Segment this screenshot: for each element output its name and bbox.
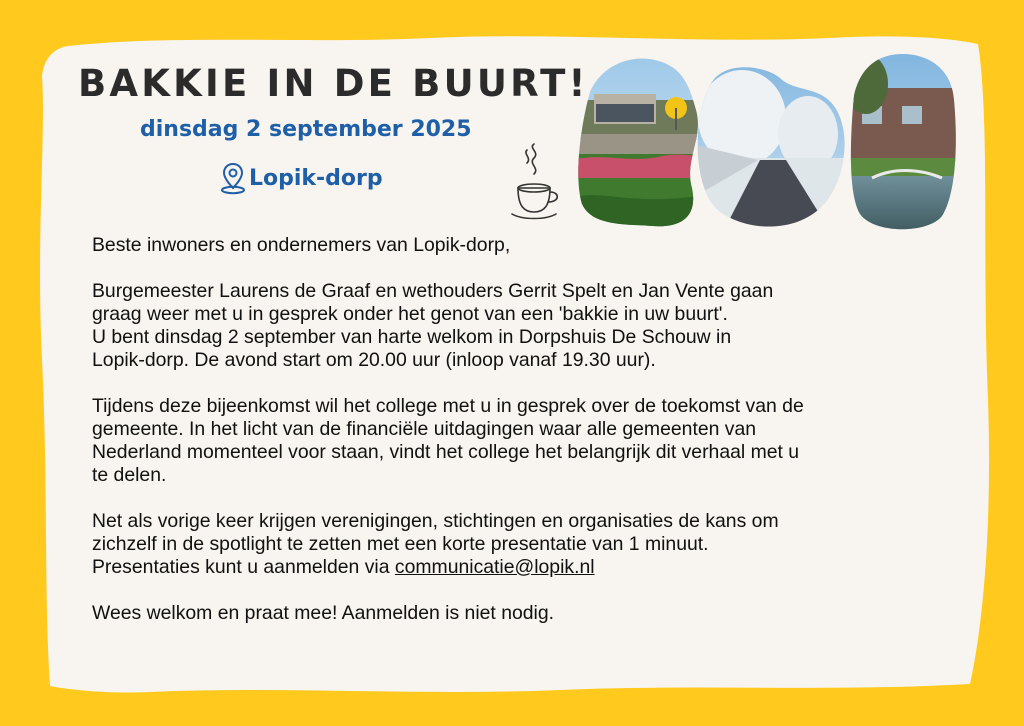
paragraph-presentations — [92, 510, 972, 579]
paragraph-topic — [92, 395, 972, 487]
photo-canal — [842, 48, 962, 234]
photo-collage — [572, 48, 962, 234]
signup-text: Presentaties kunt u aanmelden via — [92, 556, 395, 578]
photo-park — [572, 48, 712, 234]
letter-body — [92, 234, 972, 648]
coffee-cup-icon — [506, 140, 562, 222]
text-line: te delen. — [92, 464, 167, 486]
closing: Wees welkom en praat mee! Aanmelden is niet nodig. — [92, 602, 555, 624]
text-line: Lopik-dorp. De avond start om 20.00 uur (inloop vanaf 19.30 uur). — [92, 349, 656, 371]
map-pin-icon — [218, 161, 248, 195]
text-line: graag weer met u in gesprek onder het genot van een 'bakkie in uw buurt'. — [92, 303, 728, 325]
photo-frost-road — [682, 48, 862, 234]
event-date: dinsdag 2 september 2025 — [140, 117, 472, 142]
text-line: gemeente. In het licht van de financiële uitdagingen waar alle gemeenten van — [92, 418, 757, 440]
location-label: Lopik-dorp — [249, 165, 383, 191]
text-line: Burgemeester Laurens de Graaf en wethouders Gerrit Spelt en Jan Vente gaan — [92, 280, 774, 302]
event-location — [218, 160, 383, 196]
text-line: zichzelf in de spotlight te zetten met een korte presentatie van 1 minuut. — [92, 533, 709, 555]
greeting: Beste inwoners en ondernemers van Lopik-dorp, — [92, 234, 511, 256]
text-line: U bent dinsdag 2 september van harte welkom in Dorpshuis De Schouw in — [92, 326, 732, 348]
text-line: Net als vorige keer krijgen verenigingen, stichtingen en organisaties de kans om — [92, 510, 779, 532]
page-title: BAKKIE IN DE BUURT! — [78, 62, 589, 105]
paragraph-invitation — [92, 280, 972, 372]
email-link[interactable]: communicatie@lopik.nl — [394, 556, 595, 578]
text-line: Nederland momenteel voor staan, vindt het college het belangrijk dit verhaal met u — [92, 441, 800, 463]
text-line: Tijdens deze bijeenkomst wil het college met u in gesprek over de toekomst van de — [92, 395, 804, 417]
